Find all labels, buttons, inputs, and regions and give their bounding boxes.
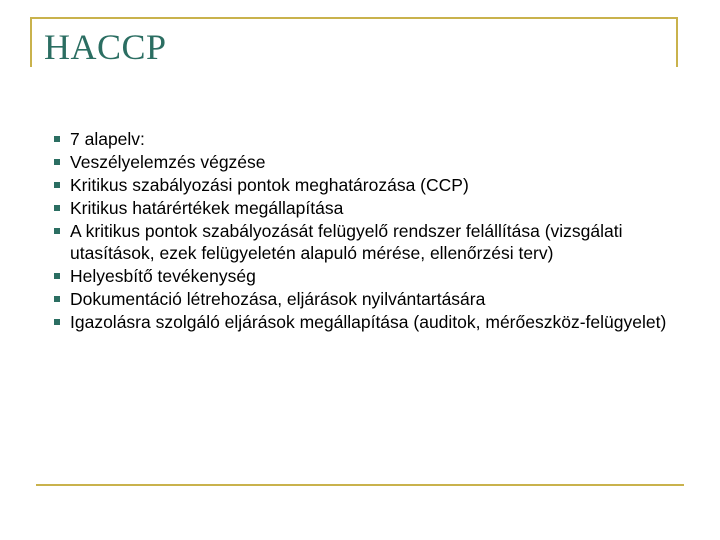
bullet-text: Kritikus szabályozási pontok meghatározása (CCP) [70,175,469,195]
square-bullet-icon [54,205,60,211]
bullet-list [54,128,674,334]
bullet-item [54,311,674,333]
top-frame-line [30,17,678,19]
bullet-item [54,151,674,173]
square-bullet-icon [54,159,60,165]
square-bullet-icon [54,296,60,302]
bullet-text: A kritikus pontok szabályozását felügyelő rendszer felállítása (vizsgálati utasítások, ezek felügyeletén alapuló mérése, ellenőrzési terv) [70,221,623,263]
bullet-text: Helyesbítő tevékenység [70,266,256,286]
square-bullet-icon [54,319,60,325]
left-frame-line [30,17,32,67]
bullet-item [54,265,674,287]
bullet-text: Dokumentáció létrehozása, eljárások nyilvántartására [70,289,486,309]
bullet-item [54,128,674,150]
bullet-text: Veszélyelemzés végzése [70,152,266,172]
bullet-item [54,220,674,264]
right-frame-line [676,17,678,67]
square-bullet-icon [54,228,60,234]
bottom-frame-line [36,484,684,486]
bullet-item [54,174,674,196]
bullet-text: Igazolásra szolgáló eljárások megállapítása (auditok, mérőeszköz-felügyelet) [70,312,667,332]
square-bullet-icon [54,273,60,279]
slide-title: HACCP [44,27,167,67]
bullet-item [54,197,674,219]
square-bullet-icon [54,182,60,188]
bullet-text: Kritikus határértékek megállapítása [70,198,344,218]
bullet-text: 7 alapelv: [70,129,145,149]
bullet-item [54,288,674,310]
square-bullet-icon [54,136,60,142]
